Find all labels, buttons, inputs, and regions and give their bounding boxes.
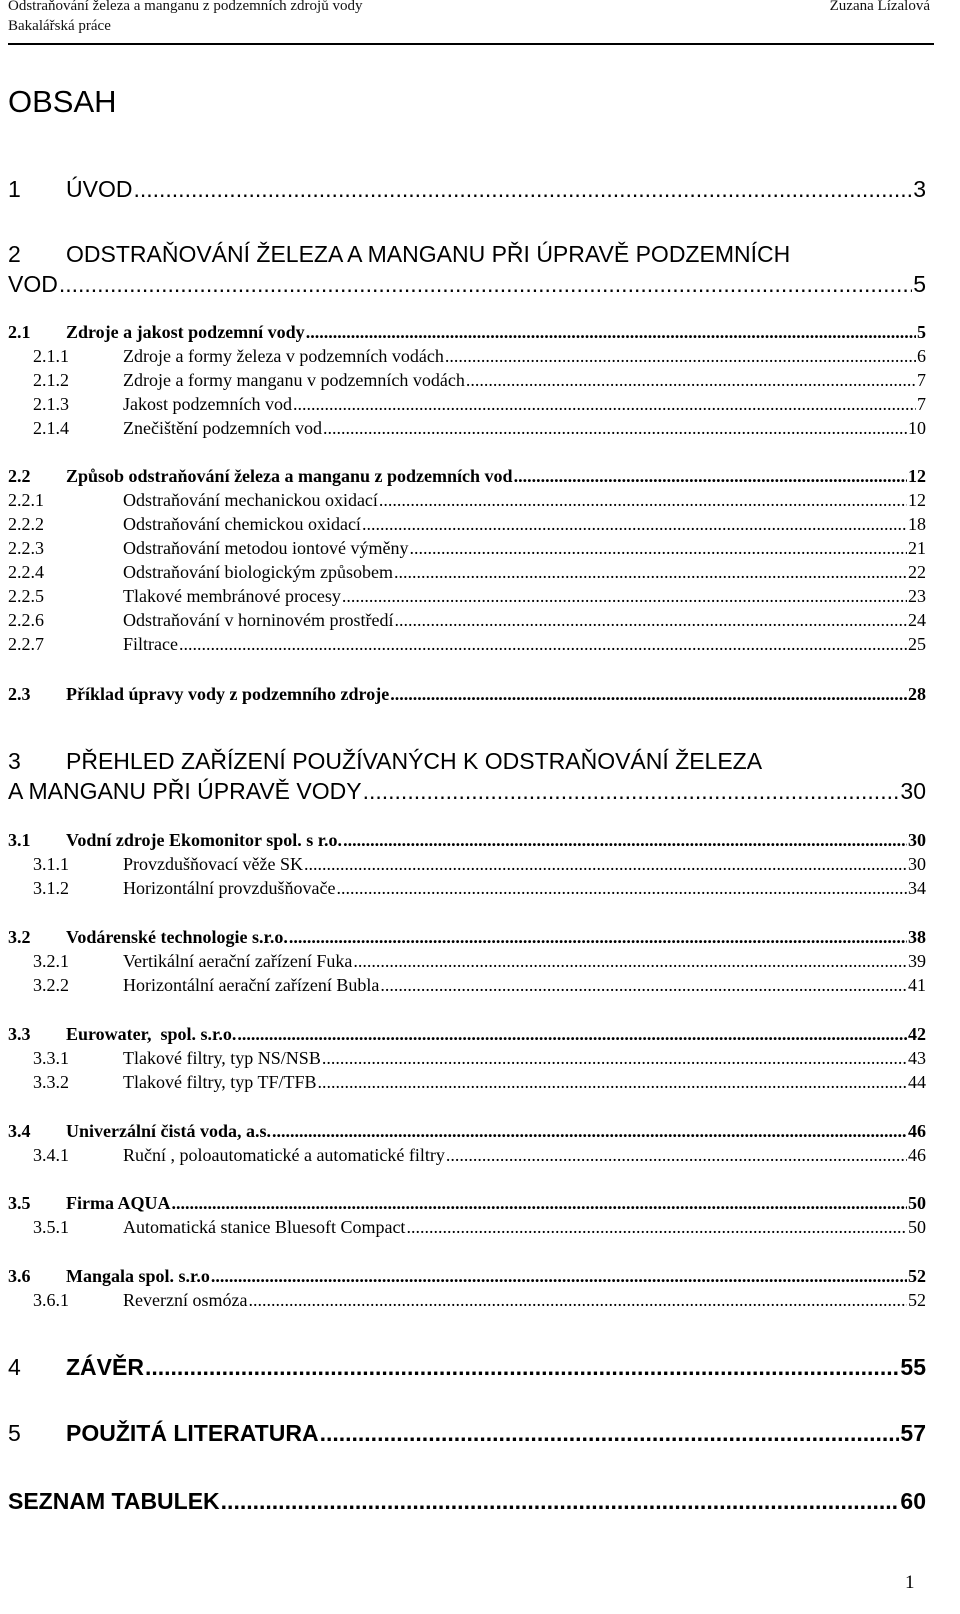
- toc-page: 7: [917, 394, 926, 414]
- toc-leader: [514, 466, 907, 487]
- toc-page: 43: [908, 1048, 926, 1068]
- toc-entry-section-2-2-3[interactable]: [8, 538, 926, 559]
- page-title: OBSAH: [8, 84, 117, 119]
- toc-number: 2.2.6: [8, 610, 44, 630]
- toc-title: Eurowater, spol. s.r.o.: [66, 1024, 237, 1044]
- toc-title: Odstraňování chemickou oxidací: [123, 514, 361, 534]
- toc-title: Způsob odstraňování železa a manganu z podzemních vod: [66, 466, 513, 486]
- toc-entry-section-3-5-1[interactable]: [33, 1217, 926, 1238]
- toc-leader: [394, 610, 907, 631]
- toc-title: ÚVOD: [66, 176, 133, 202]
- toc-title: Zdroje a formy železa v podzemních vodách: [123, 346, 444, 366]
- toc-title: Jakost podzemních vod: [123, 394, 292, 414]
- toc-page: 30: [900, 778, 926, 804]
- toc-page: 57: [900, 1420, 926, 1446]
- toc-entry-seznam-tabulek[interactable]: [8, 1488, 926, 1515]
- toc-title: Horizontální aerační zařízení Bubla: [123, 975, 380, 995]
- toc-title: Filtrace: [123, 634, 178, 654]
- toc-title: Reverzní osmóza: [123, 1290, 248, 1310]
- toc-page: 25: [908, 634, 926, 654]
- toc-title: A MANGANU PŘI ÚPRAVĚ VODY: [8, 778, 362, 804]
- toc-number: 2.2.4: [8, 562, 44, 582]
- toc-number: 3.2: [8, 927, 31, 947]
- toc-page: 55: [900, 1354, 926, 1380]
- toc-entry-section-3-3-2[interactable]: [33, 1072, 926, 1093]
- toc-entry-section-2-2-2[interactable]: [8, 514, 926, 535]
- toc-entry-section-2-1-1[interactable]: [33, 346, 926, 367]
- toc-leader: [323, 418, 907, 439]
- toc-number: 2.2.3: [8, 538, 44, 558]
- toc-number: 3.4: [8, 1121, 31, 1141]
- toc-title: Ruční , poloautomatické a automatické filtry: [123, 1145, 445, 1165]
- toc-page: 44: [908, 1072, 926, 1092]
- toc-leader: [237, 1024, 907, 1045]
- toc-number: 3.2.1: [33, 951, 69, 971]
- toc-leader: [362, 514, 907, 535]
- toc-entry-chapter-4[interactable]: [8, 1354, 926, 1381]
- toc-number: 2.2.2: [8, 514, 44, 534]
- toc-entry-section-2-1-2[interactable]: [33, 370, 926, 391]
- header-divider: [8, 43, 934, 45]
- toc-page: 18: [908, 514, 926, 534]
- toc-page: 50: [908, 1217, 926, 1237]
- toc-title: Tlakové filtry, typ TF/TFB: [123, 1072, 317, 1092]
- toc-title: Mangala spol. s.r.o: [66, 1266, 210, 1286]
- toc-page: 41: [908, 975, 926, 995]
- toc-page: 39: [908, 951, 926, 971]
- toc-number: 2.2.5: [8, 586, 44, 606]
- toc-entry-chapter-3-line1[interactable]: [8, 748, 762, 775]
- toc-number: 3.3.2: [33, 1072, 69, 1092]
- toc-title: ODSTRAŇOVÁNÍ ŽELEZA A MANGANU PŘI ÚPRAVĚ PODZEMNÍCH: [66, 241, 791, 267]
- toc-number: 1: [8, 176, 21, 202]
- toc-entry-section-2-2-4[interactable]: [8, 562, 926, 583]
- toc-entry-section-3-1-2[interactable]: [33, 878, 926, 899]
- toc-leader: [446, 1145, 907, 1166]
- toc-entry-section-3-4[interactable]: [8, 1121, 926, 1142]
- toc-title: Provzdušňovací věže SK: [123, 854, 303, 874]
- toc-entry-section-3-3-1[interactable]: [33, 1048, 926, 1069]
- toc-entry-section-3-2[interactable]: [8, 927, 926, 948]
- toc-leader: [59, 271, 912, 298]
- toc-entry-section-2-3[interactable]: [8, 684, 926, 705]
- toc-entry-section-3-1[interactable]: [8, 830, 926, 851]
- toc-number: 2.1: [8, 322, 31, 342]
- toc-title: Firma AQUA: [66, 1193, 171, 1213]
- toc-entry-chapter-5[interactable]: [8, 1420, 926, 1447]
- toc-entry-chapter-2-line2[interactable]: [8, 271, 926, 298]
- toc-entry-section-2-1-3[interactable]: [33, 394, 926, 415]
- page-number: 1: [905, 1572, 915, 1593]
- toc-title: Univerzální čistá voda, a.s.: [66, 1121, 271, 1141]
- toc-page: 50: [908, 1193, 926, 1213]
- toc-leader: [320, 1420, 900, 1447]
- toc-page: 23: [908, 586, 926, 606]
- toc-page: 42: [908, 1024, 926, 1044]
- toc-number: 2.1.4: [33, 418, 69, 438]
- header-author: Zuzana Lízalová: [829, 0, 930, 14]
- toc-title: Zdroje a jakost podzemní vody: [66, 322, 305, 342]
- toc-leader: [380, 975, 907, 996]
- toc-page: 60: [900, 1488, 926, 1514]
- toc-number: 2.2.7: [8, 634, 44, 654]
- toc-number: 3.3: [8, 1024, 31, 1044]
- toc-leader: [342, 586, 907, 607]
- toc-number: 3: [8, 748, 21, 774]
- toc-leader: [171, 1193, 907, 1214]
- toc-page: 52: [908, 1266, 926, 1286]
- toc-number: 3.5.1: [33, 1217, 69, 1237]
- toc-number: 3.5: [8, 1193, 31, 1213]
- toc-leader: [322, 1048, 907, 1069]
- toc-leader: [248, 1290, 907, 1311]
- toc-entry-section-3-2-1[interactable]: [33, 951, 926, 972]
- toc-leader: [409, 538, 907, 559]
- toc-number: 2.2: [8, 466, 31, 486]
- toc-entry-section-2-2[interactable]: [8, 466, 926, 487]
- toc-entry-chapter-1[interactable]: [8, 176, 926, 203]
- toc-leader: [272, 1121, 907, 1142]
- toc-number: 2.1.2: [33, 370, 69, 390]
- toc-page: 46: [908, 1145, 926, 1165]
- toc-number: 3.1.2: [33, 878, 69, 898]
- toc-leader: [466, 370, 916, 391]
- toc-number: 3.1: [8, 830, 31, 850]
- toc-leader: [336, 878, 907, 899]
- toc-entry-section-3-6-1[interactable]: [33, 1290, 926, 1311]
- toc-number: 2.3: [8, 684, 31, 704]
- toc-leader: [379, 490, 907, 511]
- toc-entry-section-2-2-5[interactable]: [8, 586, 926, 607]
- toc-title: Vertikální aerační zařízení Fuka: [123, 951, 353, 971]
- toc-leader: [306, 322, 916, 343]
- toc-title: Automatická stanice Bluesoft Compact: [123, 1217, 406, 1237]
- toc-number: 3.6: [8, 1266, 31, 1286]
- toc-title: Horizontální provzdušňovače: [123, 878, 336, 898]
- toc-number: 2.2.1: [8, 490, 44, 510]
- toc-leader: [304, 854, 907, 875]
- toc-number: 5: [8, 1420, 21, 1446]
- toc-page: 5: [917, 322, 926, 342]
- toc-entry-chapter-3-line2[interactable]: [8, 778, 926, 805]
- toc-entry-section-3-3[interactable]: [8, 1024, 926, 1045]
- toc-title: Tlakové filtry, typ NS/NSB: [123, 1048, 321, 1068]
- toc-page: 7: [917, 370, 926, 390]
- toc-leader: [343, 830, 907, 851]
- header-document-type: Bakalářská práce: [8, 18, 111, 34]
- toc-entry-section-3-2-2[interactable]: [33, 975, 926, 996]
- toc-page: 12: [908, 490, 926, 510]
- toc-entry-section-2-1-4[interactable]: [33, 418, 926, 439]
- toc-title: Odstraňování v horninovém prostředí: [123, 610, 394, 630]
- toc-page: 3: [913, 176, 926, 202]
- toc-page: 38: [908, 927, 926, 947]
- toc-page: 10: [908, 418, 926, 438]
- toc-title: Tlakové membránové procesy: [123, 586, 341, 606]
- toc-title: Odstraňování biologickým způsobem: [123, 562, 393, 582]
- toc-number: 2.1.1: [33, 346, 69, 366]
- header-document-title: Odstraňování železa a manganu z podzemních zdrojů vody: [8, 0, 363, 14]
- toc-title: Zdroje a formy manganu v podzemních vodách: [123, 370, 465, 390]
- toc-page: 30: [908, 830, 926, 850]
- toc-leader: [293, 394, 916, 415]
- toc-leader: [211, 1266, 907, 1287]
- toc-leader: [353, 951, 907, 972]
- toc-leader: [133, 176, 912, 203]
- toc-number: 3.2.2: [33, 975, 69, 995]
- toc-leader: [445, 346, 916, 367]
- toc-title: SEZNAM TABULEK: [8, 1488, 220, 1514]
- toc-leader: [289, 927, 907, 948]
- toc-leader: [363, 778, 900, 805]
- toc-title: VOD: [8, 271, 58, 297]
- toc-page: 12: [908, 466, 926, 486]
- toc-title: Vodárenské technologie s.r.o.: [66, 927, 288, 947]
- toc-title: Příklad úpravy vody z podzemního zdroje: [66, 684, 390, 704]
- toc-number: 4: [8, 1354, 21, 1380]
- toc-page: 46: [908, 1121, 926, 1141]
- toc-leader: [179, 634, 907, 655]
- toc-number: 3.1.1: [33, 854, 69, 874]
- toc-entry-chapter-2-line1[interactable]: [8, 241, 790, 268]
- toc-page: 6: [917, 346, 926, 366]
- toc-entry-section-3-4-1[interactable]: [33, 1145, 926, 1166]
- toc-leader: [390, 684, 907, 705]
- toc-title: PŘEHLED ZAŘÍZENÍ POUŽÍVANÝCH K ODSTRAŇOVÁNÍ ŽELEZA: [66, 748, 763, 774]
- toc-number: 3.4.1: [33, 1145, 69, 1165]
- toc-entry-section-2-1[interactable]: [8, 322, 926, 343]
- toc-leader: [221, 1488, 900, 1515]
- toc-number: 3.3.1: [33, 1048, 69, 1068]
- toc-page: 22: [908, 562, 926, 582]
- toc-page: 21: [908, 538, 926, 558]
- toc-title: POUŽITÁ LITERATURA: [66, 1420, 319, 1446]
- toc-number: 3.6.1: [33, 1290, 69, 1310]
- toc-leader: [318, 1072, 908, 1093]
- toc-page: 52: [908, 1290, 926, 1310]
- toc-title: Znečištění podzemních vod: [123, 418, 322, 438]
- toc-entry-section-2-2-6[interactable]: [8, 610, 926, 631]
- toc-page: 28: [908, 684, 926, 704]
- toc-number: 2: [8, 241, 21, 267]
- toc-leader: [145, 1354, 899, 1381]
- toc-title: Vodní zdroje Ekomonitor spol. s r.o.: [66, 830, 343, 850]
- toc-number: 2.1.3: [33, 394, 69, 414]
- toc-page: 30: [908, 854, 926, 874]
- toc-entry-section-3-6[interactable]: [8, 1266, 926, 1287]
- toc-leader: [394, 562, 907, 583]
- toc-page: 34: [908, 878, 926, 898]
- toc-entry-section-2-2-7[interactable]: [8, 634, 926, 655]
- toc-entry-section-3-1-1[interactable]: [33, 854, 926, 875]
- toc-entry-section-3-5[interactable]: [8, 1193, 926, 1214]
- toc-title: Odstraňování mechanickou oxidací: [123, 490, 378, 510]
- toc-page: 24: [908, 610, 926, 630]
- toc-page: 5: [913, 271, 926, 297]
- toc-leader: [406, 1217, 907, 1238]
- toc-title: ZÁVĚR: [66, 1354, 144, 1380]
- toc-title: Odstraňování metodou iontové výměny: [123, 538, 409, 558]
- toc-entry-section-2-2-1[interactable]: [8, 490, 926, 511]
